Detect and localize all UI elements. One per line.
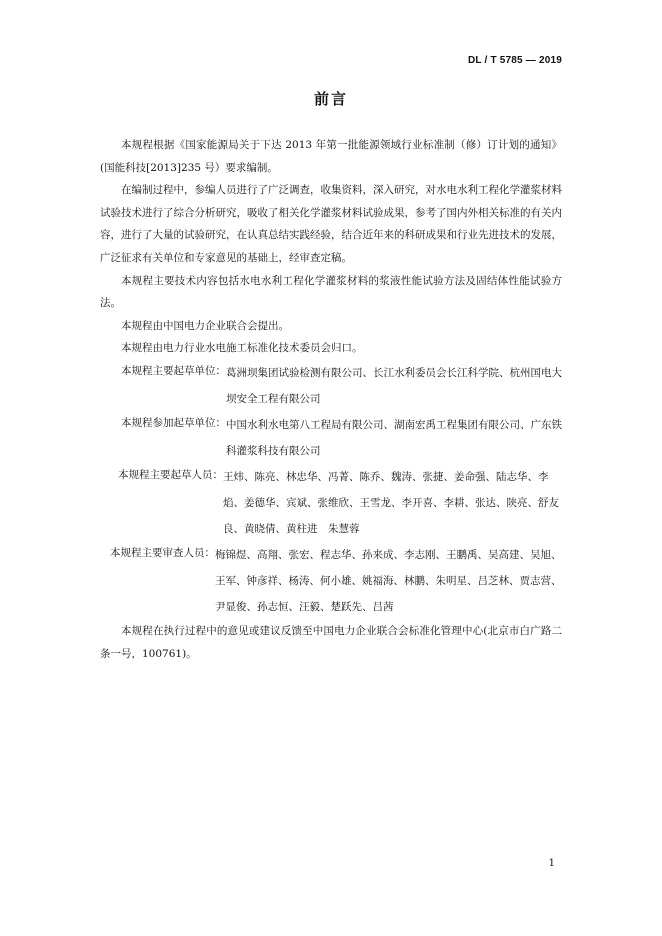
participating-units — [100, 412, 562, 464]
main-drafters-label: 本规程主要起草人员： — [118, 468, 223, 481]
paragraph-proposer: 本规程由中国电力企业联合会提出。 — [121, 319, 289, 332]
paragraph-feedback: 本规程在执行过程中的意见或建议反馈至中国电力企业联合会标准化管理中心(北京市白广路二条一号，100761)。 — [100, 624, 562, 660]
standard-code: DL / T 5785 — 2019 — [467, 55, 562, 66]
paragraph-process: 在编制过程中，参编人员进行了广泛调查，收集资料，深入研究，对水电水利工程化学灌浆材料试验技术进行了综合分析研究，吸收了相关化学灌浆材料试验成果，参考了国内外相关标准的有关内容，进行了大量的试验研究，在认真总结实践经验，结合近年来的科研成果和行业先进技术的发展，广泛征求有关单位和专家意见的基础上，经审查定稿。 — [100, 184, 562, 264]
main-reviewers-value: 梅锦煜、高翔、张宏、程志华、孙来成、李志刚、王鹏禹、吴高建、吴旭、王军、钟彦祥、杨涛、何小雄、姚福海、林鹏、朱明星、吕芝林、贾志营、尹显俊、孙志恒、汪毅、楚跃先、吕茜 — [215, 548, 562, 613]
main-drafting-units-value: 葛洲坝集团试验检测有限公司、长江水利委员会长江科学院、杭州国电大坝安全工程有限公司 — [226, 366, 562, 405]
paragraph-basis: 本规程根据《国家能源局关于下达 2013 年第一批能源领域行业标准制（修）订计划的通知》(国能科技[2013]235 号）要求编制。 — [100, 139, 562, 174]
main-reviewers — [100, 542, 562, 620]
preface-body — [100, 134, 562, 665]
main-drafters — [100, 464, 562, 542]
main-reviewers-label: 本规程主要审查人员： — [110, 546, 215, 559]
page-title: 前言 — [313, 90, 348, 108]
paragraph-administrator: 本规程由电力行业水电施工标准化技术委员会归口。 — [121, 342, 363, 355]
participating-units-value: 中国水利水电第八工程局有限公司、湖南宏禹工程集团有限公司、广东铁科灌浆科技有限公司 — [226, 418, 562, 457]
main-drafting-units — [100, 360, 562, 412]
page-number: 1 — [548, 858, 555, 869]
paragraph-content: 本规程主要技术内容包括水电水利工程化学灌浆材料的浆液性能试验方法及固结体性能试验方法。 — [100, 274, 562, 310]
main-drafters-value: 王炜、陈亮、林忠华、冯菁、陈乔、魏涛、张捷、姜命强、陆志华、李焰、姜德华、宾斌、张维欣、王雪龙、李开喜、李耕、张达、陕亮、舒友良、黄晓倩、黄柱进 朱慧蓉 — [223, 470, 559, 535]
participating-units-label: 本规程参加起草单位： — [121, 416, 226, 429]
main-drafting-units-label: 本规程主要起草单位： — [121, 364, 226, 377]
